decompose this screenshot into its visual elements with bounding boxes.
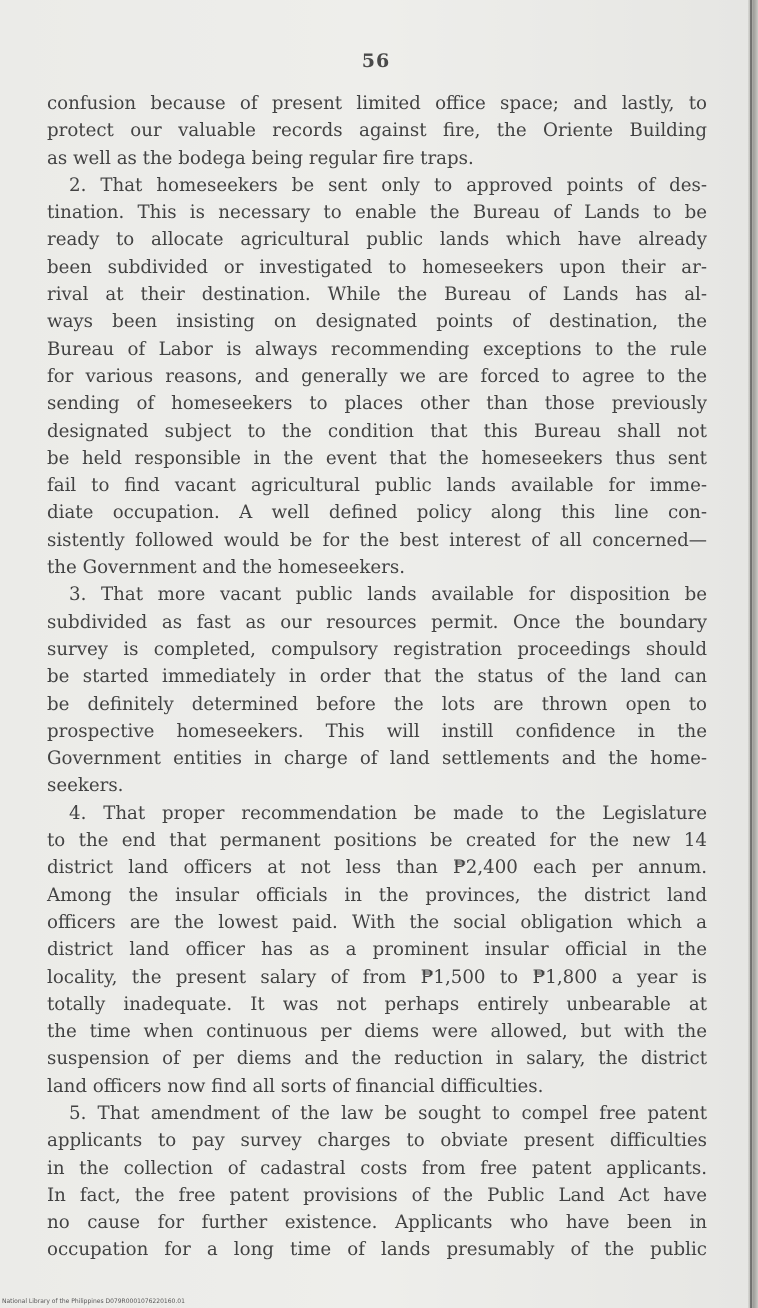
text-line: ways been insisting on designated points of destination, the [47, 311, 707, 333]
text-line: applicants to pay survey charges to obviate present difficulties [47, 1130, 707, 1152]
text-line: 4. That proper recommendation be made to the Legislature [69, 802, 707, 824]
text-line: In fact, the free patent provisions of the Public Land Act have [47, 1184, 707, 1206]
text-line: subdivided as fast as our resources permit. Once the boundary [47, 611, 707, 633]
text-line: for various reasons, and generally we are forced to agree to the [47, 365, 707, 387]
text-line: be definitely determined before the lots are thrown open to [47, 693, 707, 715]
text-line: fail to find vacant agricultural public lands available for imme- [47, 475, 707, 497]
text-line: be started immediately in order that the status of the land can [47, 666, 707, 688]
text-line: land officers now find all sorts of financial difficulties. [47, 1075, 544, 1097]
body-text [47, 90, 707, 1264]
text-line: in the collection of cadastral costs from free patent applicants. [47, 1157, 707, 1179]
text-line: 5. That amendment of the law be sought to compel free patent [69, 1102, 707, 1124]
text-line: as well as the bodega being regular fire traps. [47, 147, 474, 169]
text-line: district land officers at not less than ₱2,400 each per annum. [47, 857, 707, 879]
page-number: 56 [361, 50, 391, 72]
text-line: to the end that permanent positions be created for the new 14 [47, 830, 707, 852]
text-line: diate occupation. A well defined policy along this line con- [47, 502, 707, 524]
text-line: the time when continuous per diems were allowed, but with the [47, 1021, 707, 1043]
text-line: sistently followed would be for the best interest of all concerned— [47, 529, 707, 551]
text-line: prospective homeseekers. This will instill confidence in the [47, 720, 707, 742]
text-line: ready to allocate agricultural public lands which have already [47, 229, 707, 251]
text-line: the Government and the homeseekers. [47, 557, 405, 579]
text-line: tination. This is necessary to enable the Bureau of Lands to be [47, 202, 707, 224]
text-line: designated subject to the condition that this Bureau shall not [47, 420, 707, 442]
text-line: seekers. [47, 775, 124, 797]
text-line: district land officer has as a prominent insular official in the [47, 939, 707, 961]
text-line: locality, the present salary of from ₱1,500 to ₱1,800 a year is [47, 966, 707, 988]
text-line: protect our valuable records against fire, the Oriente Building [47, 120, 707, 142]
text-line: confusion because of present limited office space; and lastly, to [47, 93, 707, 114]
text-line: Bureau of Labor is always recommending exceptions to the rule [47, 338, 707, 360]
text-line: Government entities in charge of land settlements and the home- [47, 748, 707, 770]
text-line: officers are the lowest paid. With the social obligation which a [47, 911, 707, 933]
page-edge-line [750, 0, 752, 1308]
text-line: sending of homeseekers to places other than those previously [47, 393, 707, 415]
text-line: 3. That more vacant public lands available for disposition be [69, 584, 707, 606]
text-line: totally inadequate. It was not perhaps entirely unbearable at [47, 993, 707, 1015]
text-line: suspension of per diems and the reduction in salary, the district [47, 1048, 707, 1070]
text-line: 2. That homeseekers be sent only to approved points of des- [69, 174, 707, 196]
text-line: survey is completed, compulsory registration proceedings should [47, 638, 707, 660]
text-line: occupation for a long time of lands presumably of the public [47, 1239, 707, 1261]
text-line: rival at their destination. While the Bureau of Lands has al- [47, 284, 707, 306]
text-line: be held responsible in the event that the homeseekers thus sent [47, 447, 707, 469]
text-line: Among the insular officials in the provinces, the district land [47, 884, 707, 906]
text-line: no cause for further existence. Applicants who have been in [47, 1212, 707, 1234]
library-stamp: National Library of the Philippines D079R0001076220160.01 [2, 1298, 185, 1305]
text-line: been subdivided or investigated to homeseekers upon their ar- [47, 256, 707, 278]
